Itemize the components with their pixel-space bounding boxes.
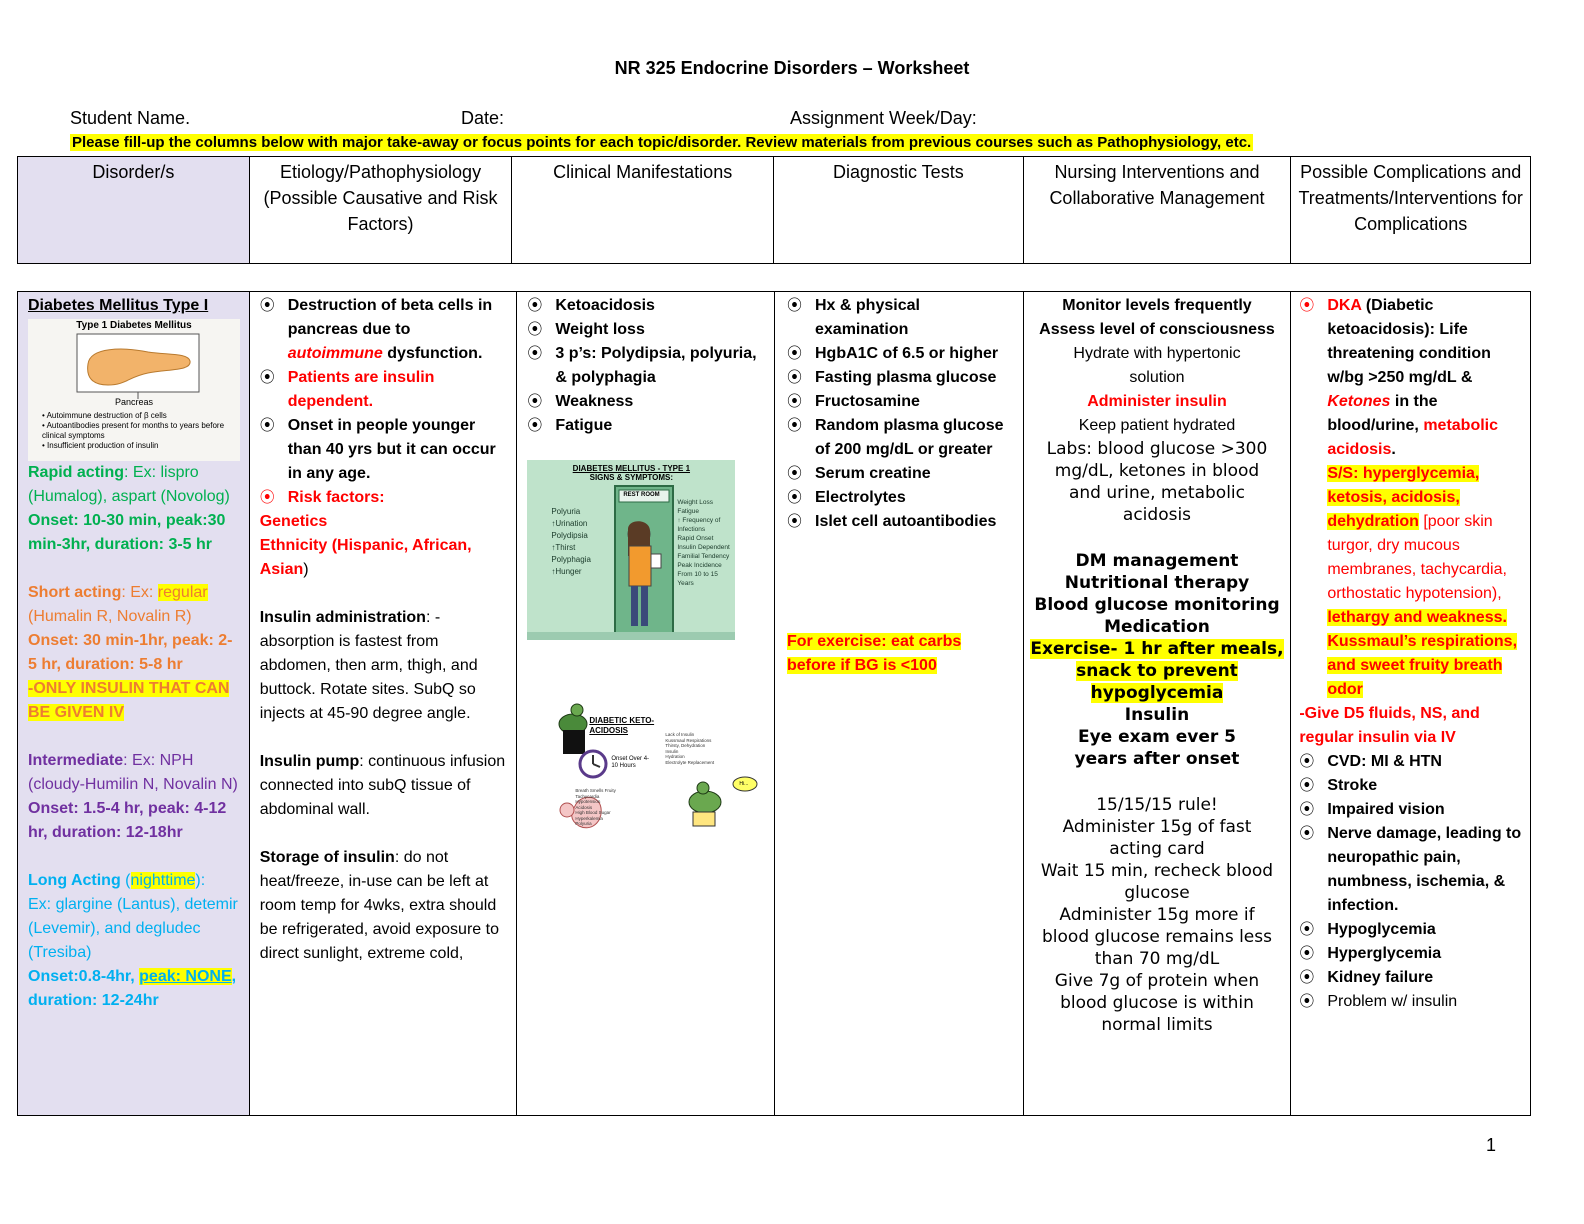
dka-left-note: Breath Smells Fruity <box>575 788 616 793</box>
diagnostic-list <box>787 294 1011 534</box>
poster-left-item: ↑Hunger <box>551 567 582 576</box>
figure-bullet: • Autoantibodies present for months to years before clinical symptoms <box>42 421 225 440</box>
header-etiology <box>250 157 513 263</box>
figure-bullet: • Insufficient production of insulin <box>42 441 159 450</box>
radio-bullet-icon: ⦿ <box>787 297 803 314</box>
complication-item <box>1299 822 1522 918</box>
diagnostic-cell <box>775 292 1024 1115</box>
etiology-item <box>260 366 507 414</box>
clinical-list <box>527 294 764 438</box>
diagnostic-item-text: Fasting plasma glucose <box>815 369 997 386</box>
radio-bullet-icon: ⦿ <box>527 297 543 314</box>
nursing-cell <box>1024 292 1292 1115</box>
radio-bullet-icon: ⦿ <box>527 417 543 434</box>
clinical-item <box>527 294 764 318</box>
complication-item-text: Hyperglycemia <box>1327 945 1442 962</box>
complication-item-text: Kidney failure <box>1327 969 1434 986</box>
header-etiology-sub: (Possible Causative and Risk Factors) <box>263 188 498 234</box>
dka-onset: Onset Over 4-10 Hours <box>611 756 650 769</box>
radio-bullet-icon: ⦿ <box>259 369 275 386</box>
poster-right-item: Weight Loss <box>677 499 713 506</box>
diagnostic-item <box>787 294 1011 342</box>
etiology-item <box>260 414 507 486</box>
nursing-monitor: Monitor levels frequently <box>1062 297 1252 314</box>
clinical-item-text: Fatigue <box>555 417 613 434</box>
radio-bullet-icon: ⦿ <box>1299 297 1315 314</box>
nursing-medication: Medication <box>1104 617 1210 637</box>
etiology-cell <box>250 292 518 1115</box>
disorder-cell <box>18 292 250 1115</box>
etiology-b1c: dysfunction. <box>382 345 483 362</box>
page-number: 1 <box>1486 1135 1497 1155</box>
poster-left-list <box>551 506 611 578</box>
nursing-insulin: Insulin <box>1124 705 1190 725</box>
figure-organ-label: Pancreas <box>114 397 154 407</box>
insulin-pump-block <box>260 750 507 822</box>
clinical-item-text: Weight loss <box>555 321 645 338</box>
dka-right-note: Kussmaul Respirations <box>665 737 712 743</box>
rapid-ex: : Ex: lispro (Humalog), aspart (Novolog) <box>28 464 230 505</box>
header-etiology-title: Etiology/Pathophysiology <box>279 162 482 182</box>
long-paren-open: ( <box>120 872 131 889</box>
date-label: Date: <box>461 108 505 128</box>
complication-item-text: Hypoglycemia <box>1327 921 1436 938</box>
short-label: Short acting <box>28 584 122 601</box>
diagnostic-item-text: HgbA1C of 6.5 or higher <box>815 345 999 362</box>
etiology-item <box>260 486 507 510</box>
long-onset <box>28 965 239 1013</box>
poster-right-item: Rapid Onset <box>677 535 714 542</box>
short-ex-pre: : Ex: <box>121 584 158 601</box>
poster-title: DIABETES MELLITUS - TYPE 1 <box>572 464 691 473</box>
long-ex: Ex: glargine (Lantus), detemir (Levemir), and degludec (Tresiba) <box>28 896 238 961</box>
radio-bullet-icon: ⦿ <box>787 369 803 386</box>
complication-item <box>1299 918 1522 942</box>
complication-item <box>1299 990 1522 1014</box>
clinical-item-text: Weakness <box>555 393 634 410</box>
etiology-item <box>260 294 507 366</box>
ethnicity-close: ) <box>303 561 309 578</box>
intermediate-block <box>28 749 239 845</box>
nursing-admin-insulin: Administer insulin <box>1087 393 1227 410</box>
etiology-list <box>260 294 507 510</box>
radio-bullet-icon: ⦿ <box>527 345 543 362</box>
dka-lethargy: lethargy and weakness. Kussmaul’s respirations, and sweet fruity breath odor <box>1327 609 1518 698</box>
radio-bullet-icon: ⦿ <box>787 513 803 530</box>
ethnicity-text: Ethnicity (Hispanic, African, Asian <box>259 537 472 578</box>
header-diagnostic <box>774 157 1024 263</box>
poster-subtitle: SIGNS & SYMPTOMS: <box>589 473 674 482</box>
radio-bullet-icon: ⦿ <box>1299 777 1315 794</box>
nursing-nutrition: Nutritional therapy <box>1064 573 1250 593</box>
long-onset-post: , duration: 12-24hr <box>28 968 237 1009</box>
storage-block <box>260 846 507 966</box>
dm1-symptoms-poster <box>527 460 735 640</box>
poster-right-item: Insulin Dependent <box>677 544 730 551</box>
pump-text: : continuous infusion connected into subQ tissue of abdominal wall. <box>259 753 506 818</box>
radio-bullet-icon: ⦿ <box>527 393 543 410</box>
rapid-label: Rapid acting <box>28 464 125 481</box>
figure-bullet-text: Autoimmune destruction of β cells <box>46 411 167 420</box>
radio-bullet-icon: ⦿ <box>787 465 803 482</box>
etiology-b4: Risk factors: <box>287 489 385 506</box>
nursing-rule: 15/15/15 rule! <box>1096 795 1218 815</box>
header-nursing <box>1024 157 1292 263</box>
header-disorder-text: Disorder/s <box>92 162 175 182</box>
diagnostic-item <box>787 510 1011 534</box>
diagnostic-item-text: Fructosamine <box>815 393 920 410</box>
give-fluids: -Give D5 fluids, NS, and regular insulin via IV <box>1299 705 1480 746</box>
nursing-labs: Labs: blood glucose >300 mg/dL, ketones in blood and urine, metabolic acidosis <box>1046 439 1268 525</box>
short-ex-hl: regular <box>157 584 208 601</box>
figure-bullet-text: Insufficient production of insulin <box>47 441 159 450</box>
figure-bullets <box>42 411 238 451</box>
complication-dka-item <box>1299 294 1522 702</box>
diagnostic-item <box>787 414 1011 462</box>
intermediate-ex: : Ex: NPH (cloudy-Humilin N, Novalin N) <box>28 752 238 793</box>
diagnostic-item-text: Hx & physical examination <box>815 297 920 338</box>
figure-bullet: • Autoimmune destruction of β cells <box>42 411 167 420</box>
dka-right-notes <box>665 732 725 765</box>
content-row <box>17 291 1531 1116</box>
etiology-b1a: Destruction of beta cells in pancreas due to <box>287 297 493 338</box>
header-complications <box>1291 157 1530 263</box>
radio-bullet-icon: ⦿ <box>787 489 803 506</box>
dka-title: DIABETIC KETO-ACIDOSIS <box>589 716 655 735</box>
dka-in-blood: in the blood/urine, <box>1327 393 1438 434</box>
dka-illustration <box>555 702 775 862</box>
rapid-onset: Onset: 10-30 min, peak:30 min-3hr, duration: 3-5 hr <box>28 512 226 553</box>
short-acting-block <box>28 581 239 725</box>
poster-left-item: Polydipsia <box>551 531 588 540</box>
dka-bubble: Hi... <box>739 781 749 787</box>
poster-right-item: Familial Tendency <box>677 553 730 560</box>
figure-bullet-text: Autoantibodies present for months to years before clinical symptoms <box>42 421 225 440</box>
etiology-b3: Onset in people younger than 40 yrs but it can occur in any age. <box>287 417 496 482</box>
dka-left-note: Polyuria <box>575 821 592 826</box>
nursing-rule-2: Wait 15 min, recheck blood glucose <box>1040 861 1274 903</box>
complication-item-text: CVD: MI & HTN <box>1327 753 1442 770</box>
nursing-eye-exam: Eye exam ever 5 years after onset <box>1074 727 1240 769</box>
nursing-exercise <box>1030 638 1285 704</box>
intermediate-label: Intermediate <box>28 752 124 769</box>
clinical-item-text: 3 p’s: Polydipsia, polyuria, & polyphagia <box>555 345 757 386</box>
ethnicity-line <box>260 534 507 582</box>
nursing-rule-3: Administer 15g more if blood glucose remains less than 70 mg/dL <box>1042 905 1272 969</box>
dka-right-note: Electrolyte Replacement <box>665 759 715 765</box>
header-diagnostic-text: Diagnostic Tests <box>832 162 964 182</box>
header-row <box>17 156 1531 264</box>
long-onset-pre: Onset:0.8-4hr, <box>28 968 140 985</box>
short-ex-post: (Humalin R, Novalin R) <box>28 608 192 625</box>
radio-bullet-icon: ⦿ <box>1299 753 1315 770</box>
clinical-item <box>527 342 764 390</box>
dka-met-acid: metabolic acidosis <box>1327 417 1498 458</box>
long-acting-block <box>28 869 239 1013</box>
nursing-hydrate: Hydrate with hypertonic solution <box>1073 345 1241 386</box>
diagnostic-item-text: Islet cell autoantibodies <box>815 513 997 530</box>
dka-left-note: Hyperkalemia <box>575 815 603 821</box>
poster-left-item: Polyphagia <box>551 555 591 564</box>
dka-lethargy-block <box>1327 606 1522 702</box>
complications-cell <box>1291 292 1530 1115</box>
complication-item-text: Impaired vision <box>1327 801 1445 818</box>
storage-text: : do not heat/freeze, in-use can be left at room temp for 4wks, extra should be refrigerated, avoid exposure to direct sunlight, extreme cold, <box>259 849 499 962</box>
header-disorder <box>18 157 250 263</box>
dka-right-note: Hydration <box>665 754 685 759</box>
dka-ketones: Ketones <box>1327 393 1391 410</box>
nursing-keep-hydrated: Keep patient hydrated <box>1078 417 1236 434</box>
short-iv <box>28 677 239 725</box>
nursing-exercise-text: Exercise- 1 hr after meals, snack to prevent hypoglycemia <box>1030 639 1284 703</box>
diagnostic-item <box>787 462 1011 486</box>
radio-bullet-icon: ⦿ <box>787 417 803 434</box>
dka-period: . <box>1391 441 1396 458</box>
complication-item <box>1299 798 1522 822</box>
rapid-acting-block <box>28 461 239 557</box>
etiology-b2: Patients are insulin dependent. <box>287 369 435 410</box>
exercise-note-text: For exercise: eat carbs before if BG is <100 <box>787 633 962 674</box>
dka-ss-detail: [poor skin turgor, dry mucous membranes, tachycardia, orthostatic hypotension), <box>1327 513 1507 602</box>
intermediate-onset: Onset: 1.5-4 hr, peak: 4-12 hr, duration: 12-18hr <box>28 800 227 841</box>
long-nighttime: nighttime <box>130 872 196 889</box>
diagnostic-item <box>787 390 1011 414</box>
poster-right-item: Peak Incidence From 10 to 15 Years <box>677 562 722 587</box>
dka-left-notes <box>575 788 655 827</box>
dka-label: DKA <box>1327 297 1362 314</box>
pump-label: Insulin pump <box>259 753 360 770</box>
poster-right-item: ↑ Frequency of Infections <box>677 517 721 533</box>
instruction-banner: Please fill-up the columns below with major take-away or focus points for each topic/disorder. Review materials from previous courses such as Pathophysiology, etc. <box>72 134 1252 151</box>
long-label: Long Acting <box>28 872 121 889</box>
clinical-item-text: Ketoacidosis <box>555 297 655 314</box>
dka-right-note: Thirsty, Dehydration <box>665 743 706 748</box>
admin-text: : -absorption is fastest from abdomen, then arm, thigh, and buttock. Rotate sites. SubQ so injects at 45-90 degree angle. <box>259 609 478 722</box>
nursing-assess: Assess level of consciousness <box>1039 321 1275 338</box>
figure-title: Type 1 Diabetes Mellitus <box>76 320 192 331</box>
complication-item <box>1299 942 1522 966</box>
complication-item-text: Nerve damage, leading to neuropathic pain, numbness, ischemia, & infection. <box>1327 825 1522 914</box>
complications-dka <box>1299 294 1522 702</box>
nursing-bg-monitor: Blood glucose monitoring <box>1034 595 1280 615</box>
radio-bullet-icon: ⦿ <box>787 345 803 362</box>
complication-item <box>1299 774 1522 798</box>
student-name-label: Student Name. <box>70 108 191 128</box>
radio-bullet-icon: ⦿ <box>259 297 275 314</box>
dka-left-note: Acidosis <box>575 804 593 810</box>
short-onset: Onset: 30 min-1hr, peak: 2-5 hr, duration: 5-8 hr <box>28 632 233 673</box>
header-clinical <box>512 157 774 263</box>
poster-right-list <box>677 498 733 588</box>
complication-item <box>1299 750 1522 774</box>
dka-ss: S/S: hyperglycemia, ketosis, acidosis, dehydration <box>1327 465 1480 530</box>
radio-bullet-icon: ⦿ <box>1299 969 1315 986</box>
header-complications-text: Possible Complications and Treatments/Interventions for Complications <box>1298 162 1523 234</box>
diagnostic-item-text: Electrolytes <box>815 489 906 506</box>
radio-bullet-icon: ⦿ <box>1299 993 1315 1010</box>
header-clinical-text: Clinical Manifestations <box>553 162 733 182</box>
dka-right-note: Insulin <box>665 748 679 754</box>
radio-bullet-icon: ⦿ <box>527 321 543 338</box>
complication-item-text: Stroke <box>1327 777 1378 794</box>
page-title: NR 325 Endocrine Disorders – Worksheet <box>614 58 970 78</box>
poster-left-item: Polyuria <box>551 507 581 516</box>
type1-dm-figure <box>28 319 240 461</box>
poster-right-item: Fatigue <box>677 508 700 515</box>
clinical-item <box>527 318 764 342</box>
radio-bullet-icon: ⦿ <box>1299 945 1315 962</box>
insulin-admin-block <box>260 606 507 726</box>
diagnostic-item <box>787 366 1011 390</box>
disorder-name: Diabetes Mellitus Type I <box>28 297 209 314</box>
dka-left-note: High Blood Sugar <box>575 810 611 815</box>
diagnostic-item <box>787 486 1011 510</box>
dka-right-note: Lack of Insulin <box>665 732 695 737</box>
exercise-note <box>787 630 977 678</box>
clinical-item <box>527 390 764 414</box>
clinical-item <box>527 414 764 438</box>
nursing-rule-1: Administer 15g of fast acting card <box>1062 817 1252 859</box>
nursing-rule-4: Give 7g of protein when blood glucose is within normal limits <box>1054 971 1260 1035</box>
radio-bullet-icon: ⦿ <box>259 417 275 434</box>
diagnostic-item-text: Serum creatine <box>815 465 931 482</box>
clinical-cell <box>517 292 775 1115</box>
storage-label: Storage of insulin <box>259 849 395 866</box>
poster-door-label: REST ROOM <box>623 492 660 498</box>
radio-bullet-icon: ⦿ <box>259 489 275 506</box>
complication-item <box>1299 966 1522 990</box>
radio-bullet-icon: ⦿ <box>1299 801 1315 818</box>
diagnostic-item-text: Random plasma glucose of 200 mg/dL or greater <box>815 417 1004 458</box>
dka-ss-block <box>1327 462 1522 606</box>
header-nursing-text: Nursing Interventions and Collaborative Management <box>1049 162 1265 208</box>
poster-left-item: ↑Thirst <box>551 543 576 552</box>
admin-label: Insulin administration <box>259 609 426 626</box>
assignment-week-label: Assignment Week/Day: <box>790 108 977 128</box>
complications-list <box>1299 750 1522 1014</box>
complication-item-text: Problem w/ insulin <box>1327 993 1458 1010</box>
etiology-b1b: autoimmune <box>287 345 383 362</box>
radio-bullet-icon: ⦿ <box>1299 825 1315 842</box>
poster-left-item: ↑Urination <box>551 519 588 528</box>
nursing-dm-mgmt: DM management <box>1075 551 1239 571</box>
dka-text: (Diabetic ketoacidosis): Life threatening condition w/bg >250 mg/dL & <box>1327 297 1491 386</box>
dka-left-note: Tachycardia <box>575 793 600 799</box>
genetics-text: Genetics <box>259 513 328 530</box>
radio-bullet-icon: ⦿ <box>787 393 803 410</box>
long-paren-close: ): <box>195 872 206 889</box>
short-iv-text: -ONLY INSULIN THAT CAN BE GIVEN IV <box>28 680 230 721</box>
long-peak: peak: NONE <box>139 968 232 985</box>
diagnostic-item <box>787 342 1011 366</box>
radio-bullet-icon: ⦿ <box>1299 921 1315 938</box>
dka-left-note: Hypotension <box>575 799 601 804</box>
